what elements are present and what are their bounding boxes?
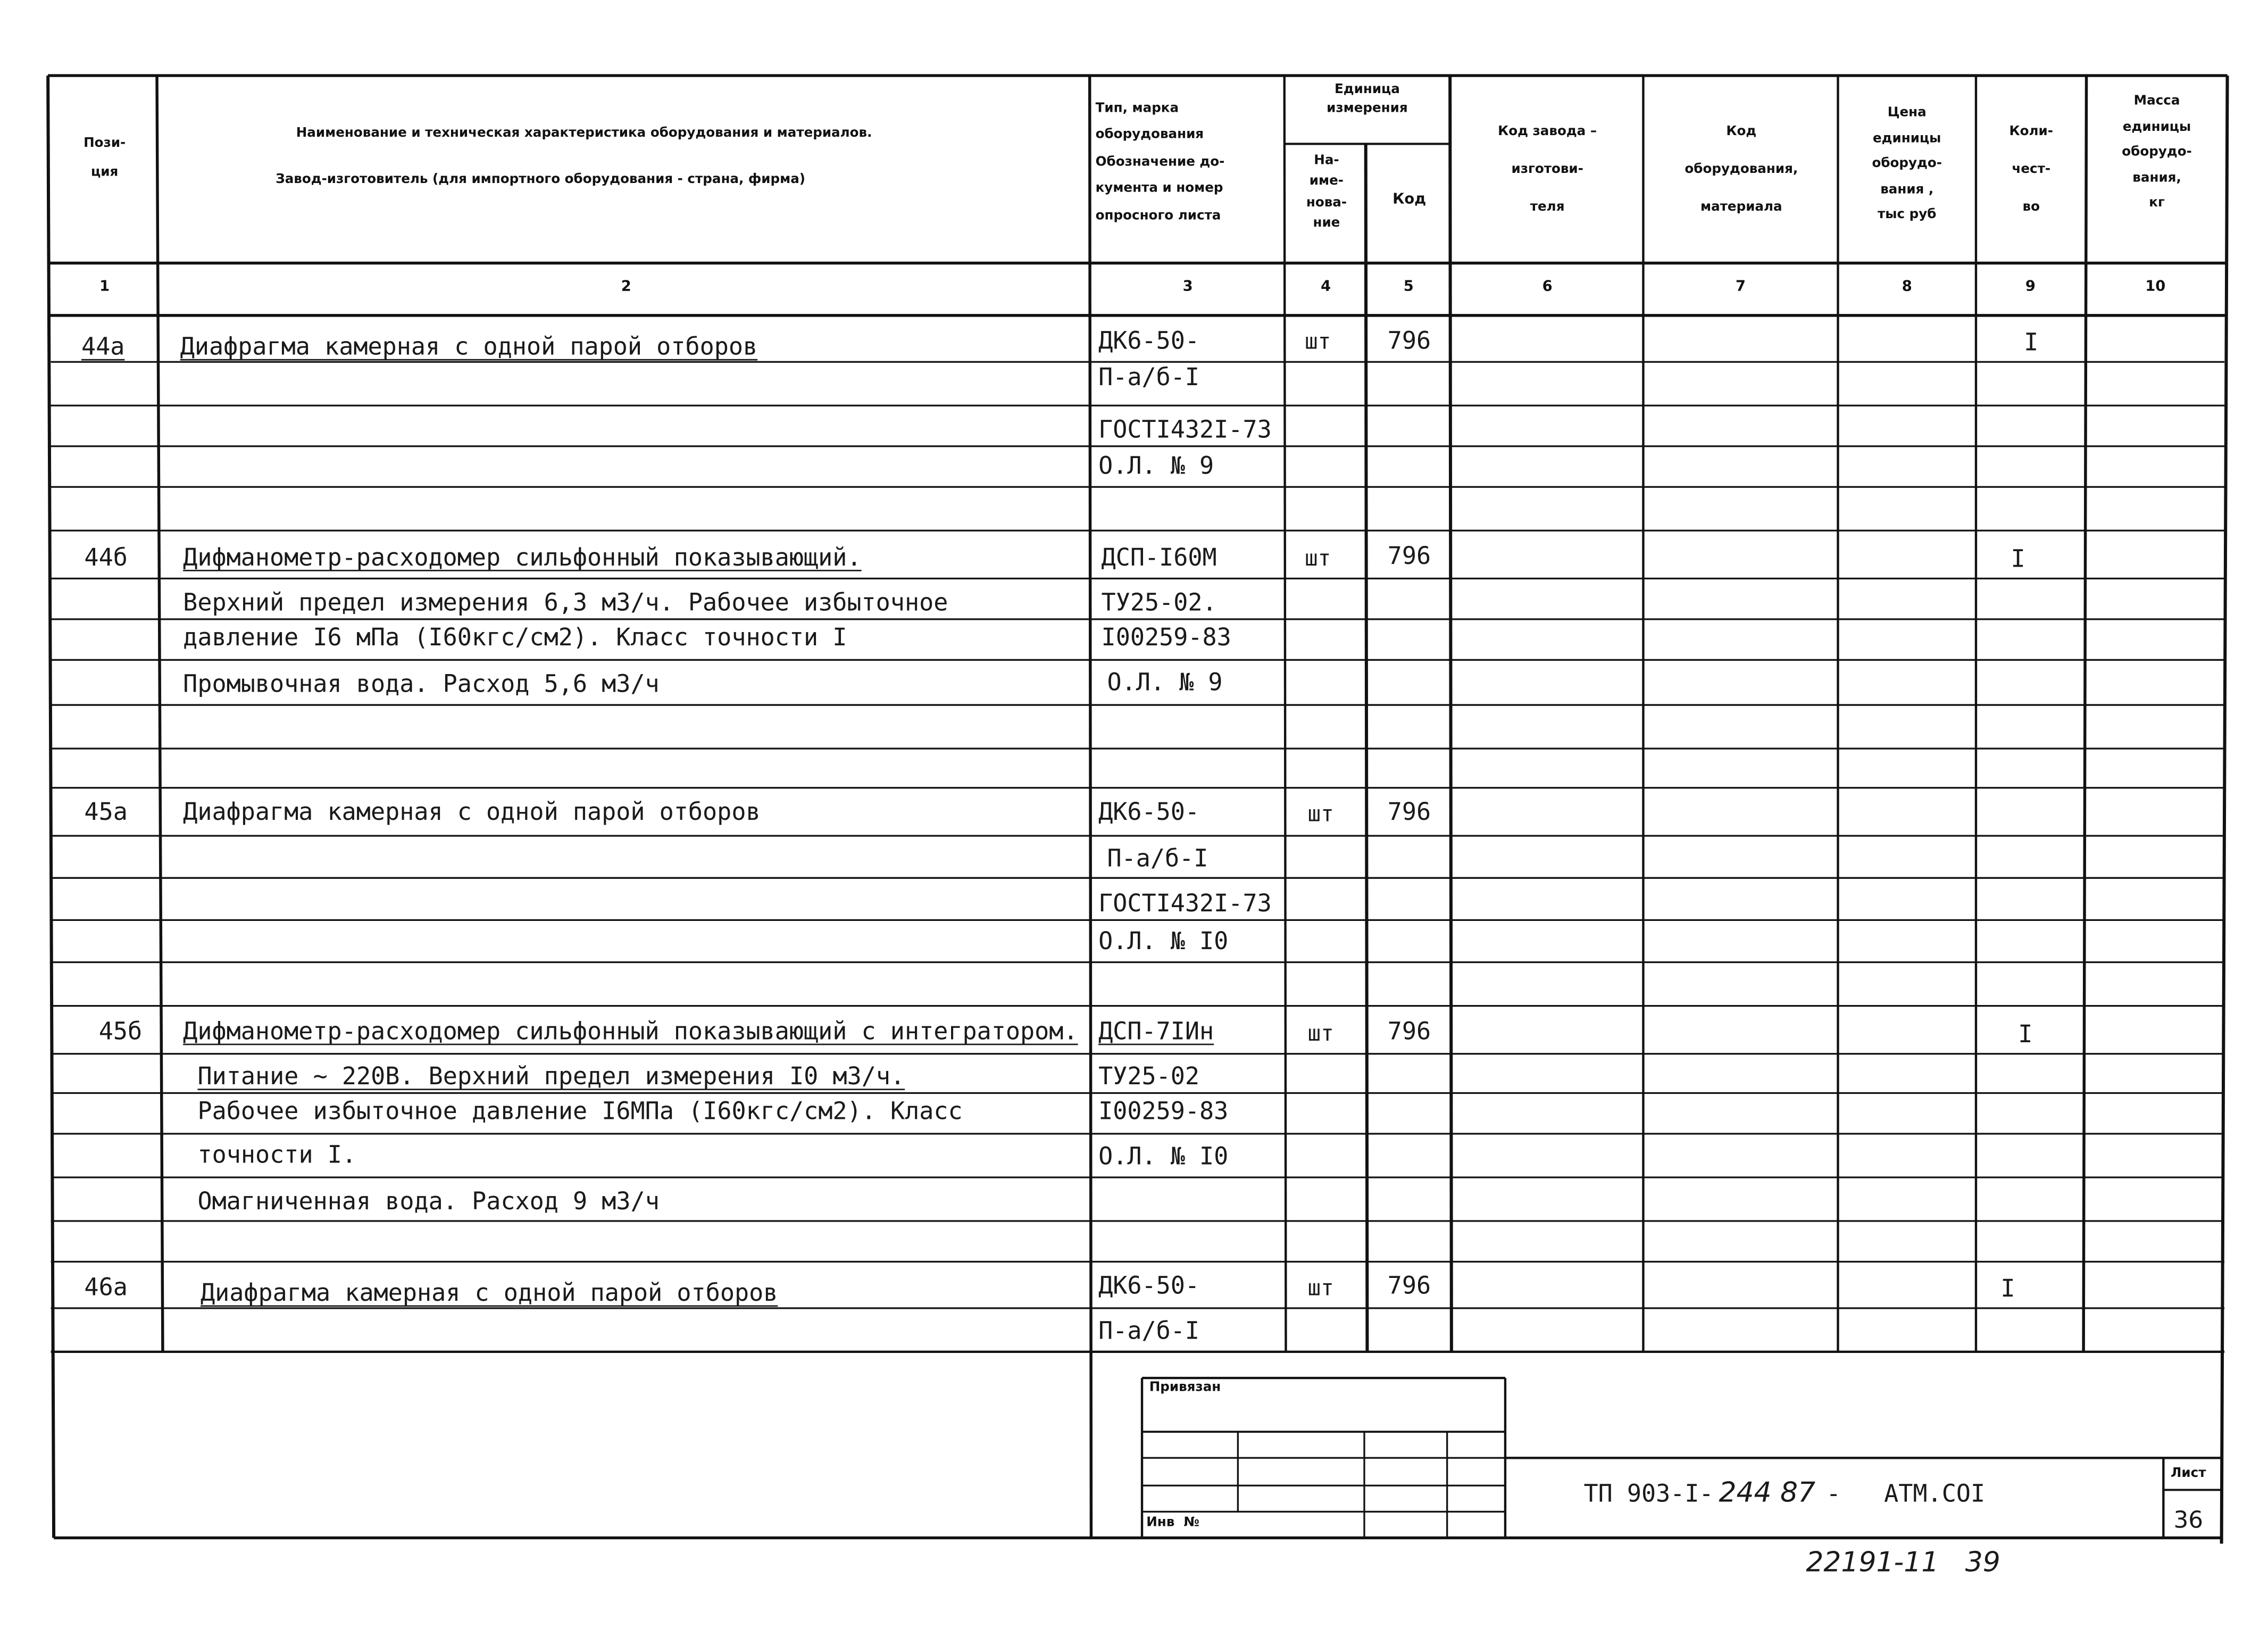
table-row-type: О.Л. № I0 — [1098, 927, 1229, 955]
header-factory-code: Код завода – изготови- теля — [1498, 124, 1597, 215]
table-row-unit: шт — [1304, 545, 1331, 571]
table-row-type: П-а/б-I — [1098, 363, 1200, 391]
table-row-name: Диафрагма камерная с одной парой отборов — [183, 798, 761, 826]
table-row-name: Дифманометр-расходомер сильфонный показывающий с интегратором. — [183, 1017, 1078, 1045]
table-row-position: 45б — [98, 1017, 143, 1045]
sheet-label: Лист — [2171, 1466, 2206, 1482]
header-unit-group: Единица измерения — [1327, 82, 1408, 116]
table-row-type: ГОСТI432I-73 — [1098, 416, 1272, 444]
table-row-quantity: I — [2000, 1275, 2015, 1302]
archive-number: 22191-11 39 — [1806, 1546, 2000, 1579]
table-row-type: ДСП-I60М — [1101, 543, 1217, 571]
header-mass: Масса единицы оборудо- вания, кг — [2122, 94, 2192, 211]
header-type: Тип, марка оборудования Обозначение до- кумента и номер опросного листа — [1095, 102, 1225, 224]
table-row-position: 44а — [81, 333, 125, 361]
header-unit-name: На- име- нова- ние — [1306, 154, 1347, 231]
table-row-name: Омагниченная вода. Расход 9 м3/ч — [197, 1187, 660, 1216]
header-name-line2: Завод-изготовитель (для импортного оборудования - страна, фирма) — [276, 173, 806, 188]
table-row-code: 796 — [1387, 327, 1431, 355]
table-row-name: Диафрагма камерная с одной парой отборов — [200, 1279, 778, 1307]
table-row-code: 796 — [1387, 1017, 1431, 1045]
header-quantity: Коли- чест- во — [2009, 124, 2054, 215]
table-row-name: Диафрагма камерная с одной парой отборов — [180, 333, 758, 361]
column-number: 9 — [2025, 279, 2036, 295]
stamp-bound-label: Привязан — [1149, 1381, 1221, 1396]
column-number: 4 — [1321, 279, 1331, 295]
table-row-type: О.Л. № I0 — [1098, 1142, 1229, 1170]
table-row-type: ДК6-50- — [1098, 1272, 1200, 1300]
table-row-unit: шт — [1307, 801, 1334, 827]
column-number: 6 — [1542, 279, 1553, 295]
table-row-name: Питание ~ 220В. Верхний предел измерения I0 м3/ч. — [197, 1062, 905, 1091]
table-row-unit: шт — [1307, 1020, 1334, 1047]
column-number: 5 — [1403, 279, 1414, 295]
header-equipment-code: Код оборудования, материала — [1685, 124, 1798, 215]
table-row-position: 45а — [84, 798, 128, 826]
document-code-prefix: ТП 903-I- — [1583, 1480, 1714, 1508]
table-row-name: Рабочее избыточное давление I6МПа (I60кгс/см2). Класс — [197, 1097, 963, 1125]
table-row-code: 796 — [1387, 542, 1431, 570]
column-number: 8 — [1902, 279, 1912, 295]
table-row-name: Верхний предел измерения 6,3 м3/ч. Рабочее избыточное — [183, 588, 948, 617]
table-row-unit: шт — [1307, 1275, 1334, 1301]
document-code-suffix: - АТМ.СОI — [1826, 1480, 1986, 1508]
table-row-position: 44б — [84, 543, 128, 571]
column-number: 2 — [621, 279, 631, 295]
table-row-type: I00259-83 — [1098, 1097, 1229, 1125]
header-unit-code: Код — [1393, 192, 1427, 208]
document-code-handwritten: 244 87 — [1719, 1476, 1816, 1509]
table-row-unit: шт — [1304, 328, 1331, 355]
table-row-type: ДК6-50- — [1098, 798, 1200, 826]
stamp-inventory-label: Инв № — [1146, 1516, 1200, 1531]
table-row-name: Дифманометр-расходомер сильфонный показывающий. — [183, 543, 862, 571]
table-row-code: 796 — [1387, 798, 1431, 826]
table-row-quantity: I — [2018, 1020, 2033, 1048]
header-position: Пози- ция — [84, 136, 126, 180]
table-row-type: ТУ25-02 — [1098, 1062, 1200, 1091]
column-number: 7 — [1735, 279, 1746, 295]
table-row-type: П-а/б-I — [1098, 1317, 1200, 1345]
table-row-quantity: I — [2011, 545, 2025, 573]
table-row-type: ТУ25-02. — [1101, 588, 1217, 617]
column-number: 3 — [1182, 279, 1193, 295]
table-row-type: ДСП-7IИн — [1098, 1017, 1214, 1045]
table-row-name: Промывочная вода. Расход 5,6 м3/ч — [183, 670, 660, 698]
table-row-quantity: I — [2024, 328, 2039, 356]
table-row-name: точности I. — [197, 1141, 357, 1169]
column-number: 10 — [2145, 279, 2166, 295]
table-row-position: 46а — [84, 1273, 128, 1301]
table-row-type: П-а/б-I — [1107, 844, 1208, 873]
table-row-type: I00259-83 — [1101, 624, 1231, 651]
table-row-code: 796 — [1387, 1272, 1431, 1300]
sheet-number: 36 — [2173, 1506, 2204, 1534]
table-row-type: О.Л. № 9 — [1098, 452, 1214, 480]
header-name-line1: Наименование и техническая характеристика оборудования и материалов. — [296, 126, 872, 142]
table-row-type: О.Л. № 9 — [1107, 668, 1223, 696]
table-row-type: ГОСТI432I-73 — [1098, 890, 1272, 917]
table-row-type: ДК6-50- — [1098, 327, 1200, 355]
header-price: Цена единицы оборудо- вания , тыс руб — [1872, 106, 1942, 223]
table-row-name: давление I6 мПа (I60кгс/см2). Класс точности I — [183, 624, 847, 651]
column-number: 1 — [99, 279, 110, 295]
